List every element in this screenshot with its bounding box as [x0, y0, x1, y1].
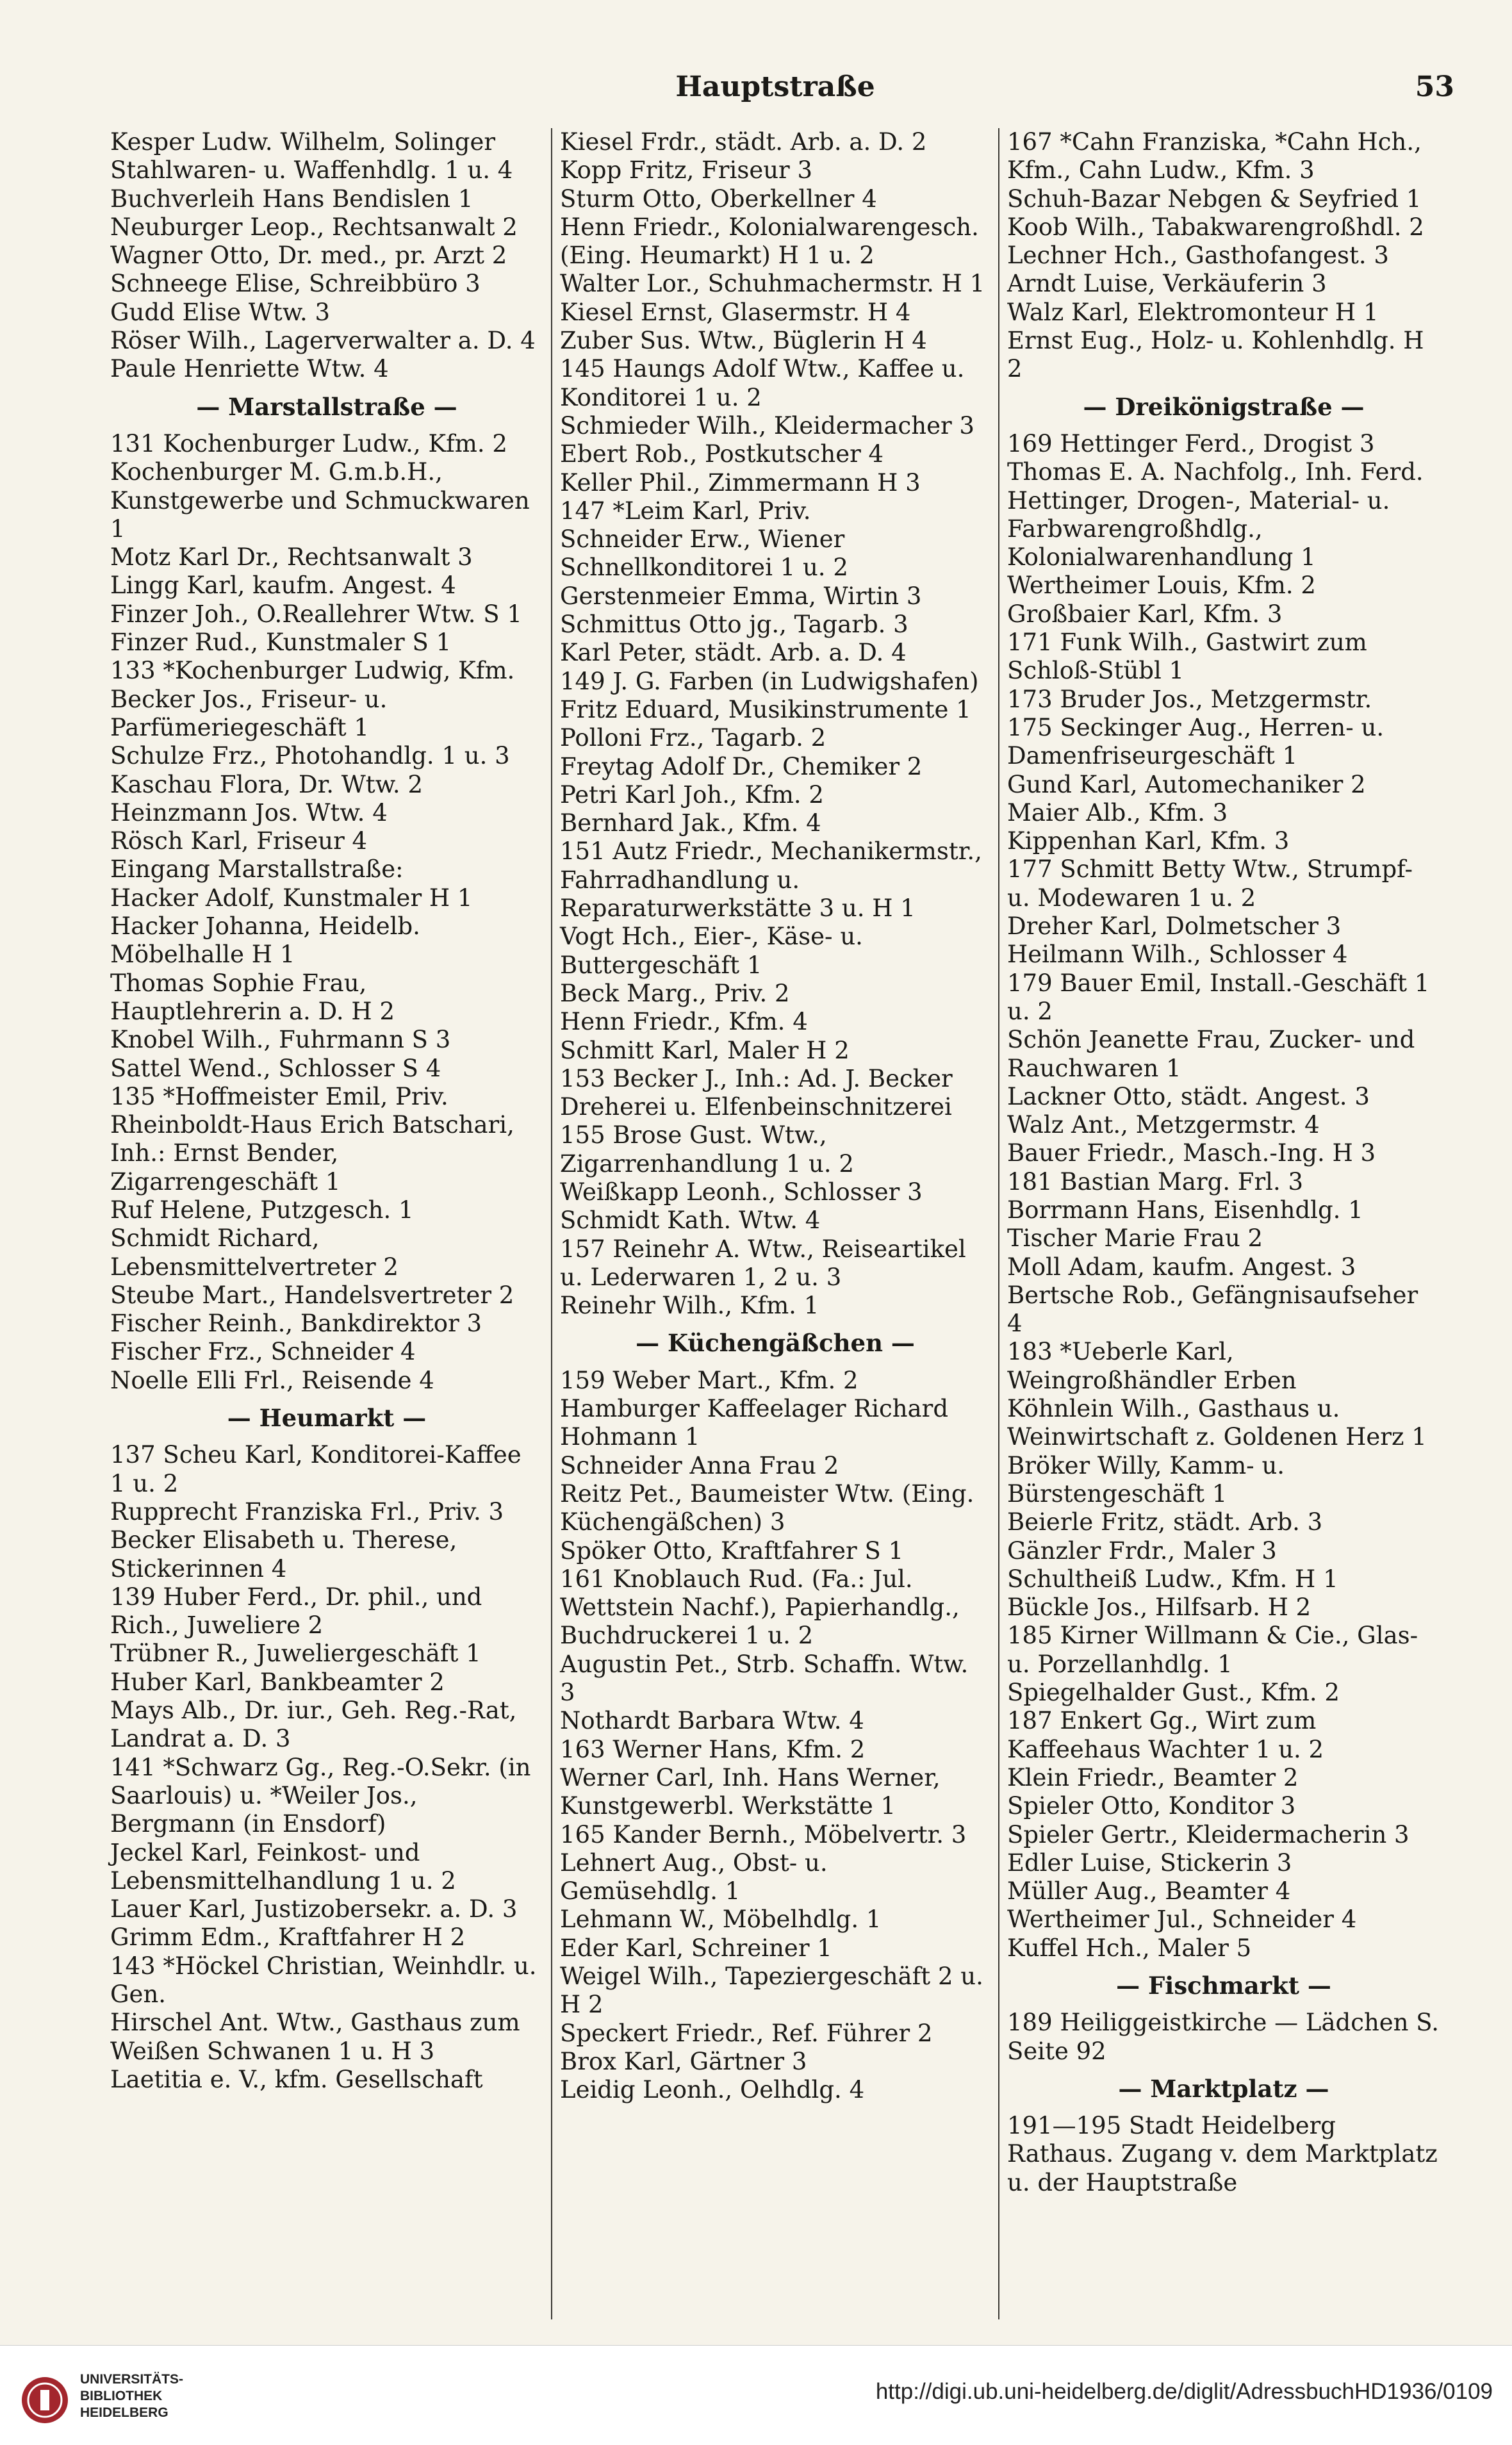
directory-entry: Becker Jos., Friseur- u. Parfümeriegeschäft 1 — [110, 685, 388, 741]
directory-entry: Wagner Otto, Dr. med., pr. Arzt 2 — [110, 242, 507, 270]
directory-entry: 155 Brose Gust. Wtw., Zigarrenhandlung 1 u. 2 — [560, 1121, 854, 1178]
directory-entry: 157 Reinehr A. Wtw., Reiseartikel u. Lederwaren 1, 2 u. 3 — [560, 1235, 966, 1291]
directory-entry: Henn Friedr., Kolonialwarengesch. (Eing. Heumarkt) H 1 u. 2 — [560, 213, 979, 270]
directory-entry: Walter Lor., Schuhmachermstr. H 1 — [560, 270, 985, 298]
directory-entry: Schuh-Bazar Nebgen & Seyfried 1 — [1007, 185, 1422, 213]
directory-entry: Kippenhan Karl, Kfm. 3 — [1007, 827, 1290, 855]
directory-entry: Rösch Karl, Friseur 4 — [110, 827, 368, 855]
directory-entry: 163 Werner Hans, Kfm. 2 — [560, 1735, 866, 1763]
directory-entry: Bröker Willy, Kamm- u. Bürstengeschäft 1 — [1007, 1451, 1285, 1508]
directory-entry: Grimm Edm., Kraftfahrer H 2 — [110, 1923, 466, 1952]
column-right — [999, 128, 1448, 2319]
directory-entry: Ebert Rob., Postkutscher 4 — [560, 440, 884, 468]
directory-entry: Wertheimer Jul., Schneider 4 — [1007, 1906, 1357, 1934]
directory-entry: Gund Karl, Automechaniker 2 — [1007, 770, 1366, 798]
directory-entry: Walz Karl, Elektromonteur H 1 — [1007, 298, 1379, 326]
directory-entry: Kopp Fritz, Friseur 3 — [560, 156, 813, 185]
directory-entry: Paule Henriette Wtw. 4 — [110, 355, 389, 383]
directory-entry: Sturm Otto, Oberkellner 4 — [560, 185, 877, 213]
directory-entry: Bertsche Rob., Gefängnisaufseher 4 — [1007, 1281, 1418, 1338]
directory-entry: Buchverleih Hans Bendislen 1 — [110, 185, 473, 213]
column-left — [103, 128, 551, 2319]
directory-entry: Zuber Sus. Wtw., Büglerin H 4 — [560, 327, 927, 355]
directory-entry: Freytag Adolf Dr., Chemiker 2 — [560, 752, 923, 780]
directory-entry: Kesper Ludw. Wilhelm, Solinger Stahlwaren- u. Waffenhdlg. 1 u. 4 — [110, 128, 513, 185]
directory-entry: Becker Elisabeth u. Therese, Stickerinnen 4 — [110, 1526, 457, 1583]
directory-entry: 179 Bauer Emil, Install.-Geschäft 1 u. 2 — [1007, 969, 1430, 1025]
directory-entry: Werner Carl, Inh. Hans Werner, Kunstgewerbl. Werkstätte 1 — [560, 1763, 941, 1820]
directory-entry: Köhnlein Wilh., Gasthaus u. Weinwirtschaft z. Goldenen Herz 1 — [1007, 1395, 1427, 1451]
directory-entry: Eingang Marstallstraße: — [110, 855, 404, 884]
directory-entry: Spöker Otto, Kraftfahrer S 1 — [560, 1536, 904, 1565]
page-number: 53 — [1415, 70, 1454, 103]
directory-entry: Jeckel Karl, Feinkost- und Lebensmittelhandlung 1 u. 2 — [110, 1838, 456, 1895]
directory-entry: Bauer Friedr., Masch.-Ing. H 3 — [1007, 1139, 1376, 1167]
directory-entry: 189 Heiliggeistkirche — Lädchen S. Seite 92 — [1007, 2009, 1440, 2065]
section-heading: — Küchengäßchen — — [636, 1329, 915, 1358]
directory-entry: Nothardt Barbara Wtw. 4 — [560, 1707, 864, 1735]
directory-entry: 181 Bastian Marg. Frl. 3 — [1007, 1167, 1304, 1196]
directory-entry: 167 *Cahn Franziska, *Cahn Hch., Kfm., Cahn Ludw., Kfm. 3 — [1007, 128, 1422, 185]
directory-entry: Keller Phil., Zimmermann H 3 — [560, 468, 921, 497]
directory-entry: Rupprecht Franziska Frl., Priv. 3 — [110, 1497, 504, 1526]
directory-entry: Heilmann Wilh., Schlosser 4 — [1007, 941, 1348, 969]
directory-entry: Heinzmann Jos. Wtw. 4 — [110, 798, 388, 827]
directory-entry: 137 Scheu Karl, Konditorei-Kaffee 1 u. 2 — [110, 1441, 522, 1497]
directory-entry: Schneider Anna Frau 2 — [560, 1451, 839, 1479]
directory-entry: 147 *Leim Karl, Priv. — [560, 497, 811, 525]
directory-entry: Thomas Sophie Frau, Hauptlehrerin a. D. H 2 — [110, 969, 395, 1025]
directory-entry: 185 Kirner Willmann & Cie., Glas- u. Porzellanhdlg. 1 — [1007, 1622, 1418, 1678]
directory-entry: Eder Karl, Schreiner 1 — [560, 1934, 832, 1962]
page-header — [96, 64, 1454, 109]
directory-entry: Fritz Eduard, Musikinstrumente 1 — [560, 695, 971, 723]
directory-entry: Spieler Gertr., Kleidermacherin 3 — [1007, 1820, 1409, 1848]
directory-entry: Kiesel Frdr., städt. Arb. a. D. 2 — [560, 128, 927, 156]
directory-entry: Gänzler Frdr., Maler 3 — [1007, 1536, 1277, 1565]
directory-entry: 153 Becker J., Inh.: Ad. J. Becker Dreherei u. Elfenbeinschnitzerei — [560, 1064, 953, 1121]
directory-entry: Fischer Reinh., Bankdirektor 3 — [110, 1310, 482, 1338]
directory-entry: Gerstenmeier Emma, Wirtin 3 — [560, 582, 922, 610]
directory-entry: Walz Ant., Metzgermstr. 4 — [1007, 1111, 1320, 1139]
directory-entry: 141 *Schwarz Gg., Reg.-O.Sekr. (in Saarlouis) u. *Weiler Jos., Bergmann (in Ensdorf) — [110, 1753, 531, 1838]
directory-entry: Hacker Johanna, Heidelb. Möbelhalle H 1 — [110, 912, 420, 969]
section-heading: — Fischmarkt — — [1116, 1972, 1331, 2000]
directory-entry: Weigel Wilh., Tapeziergeschäft 2 u. H 2 — [560, 1963, 983, 2019]
directory-entry: Lackner Otto, städt. Angest. 3 — [1007, 1082, 1370, 1110]
directory-entry: 175 Seckinger Aug., Herren- u. Damenfriseurgeschäft 1 — [1007, 713, 1385, 770]
directory-entry: Koob Wilh., Tabakwarengroßhdl. 2 — [1007, 213, 1424, 241]
directory-entry: Lingg Karl, kaufm. Angest. 4 — [110, 572, 456, 600]
directory-entry: Großbaier Karl, Kfm. 3 — [1007, 600, 1283, 628]
directory-entry: 149 J. G. Farben (in Ludwigshafen) — [560, 667, 979, 695]
directory-entry: Steube Mart., Handelsvertreter 2 — [110, 1281, 514, 1309]
directory-entry: Polloni Frz., Tagarb. 2 — [560, 724, 826, 752]
directory-columns — [103, 128, 1467, 2319]
directory-entry: Schön Jeanette Frau, Zucker- und Rauchwaren 1 — [1007, 1026, 1415, 1082]
section-heading: — Dreikönigstraße — — [1083, 392, 1365, 421]
directory-entry: Brox Karl, Gärtner 3 — [560, 2047, 807, 2075]
directory-entry: Petri Karl Joh., Kfm. 2 — [560, 780, 824, 809]
directory-entry: Bernhard Jak., Kfm. 4 — [560, 809, 821, 837]
directory-entry: Tischer Marie Frau 2 — [1007, 1224, 1263, 1253]
directory-entry: Schneege Elise, Schreibbüro 3 — [110, 270, 481, 298]
directory-entry: Thomas E. A. Nachfolg., Inh. Ferd. Hettinger, Drogen-, Material- u. Farbwarengroßhdlg., Kolonialwarenhandlung 1 — [1007, 458, 1424, 572]
directory-entry: Hacker Adolf, Kunstmaler H 1 — [110, 884, 473, 912]
directory-entry: Bückle Jos., Hilfsarb. H 2 — [1007, 1593, 1311, 1622]
directory-entry: Schneider Erw., Wiener Schnellkonditorei 1 u. 2 — [560, 525, 848, 582]
directory-entry: Klein Friedr., Beamter 2 — [1007, 1763, 1299, 1791]
directory-entry: Ruf Helene, Putzgesch. 1 — [110, 1196, 414, 1224]
viewer-footer — [0, 2345, 1512, 2445]
directory-entry: 171 Funk Wilh., Gastwirt zum Schloß-Stübl 1 — [1007, 629, 1367, 685]
directory-entry: 143 *Höckel Christian, Weinhdlr. u. Gen. — [110, 1952, 537, 2008]
directory-entry: Finzer Rud., Kunstmaler S 1 — [110, 629, 452, 657]
directory-entry: 173 Bruder Jos., Metzgermstr. — [1007, 685, 1372, 713]
directory-entry: Huber Karl, Bankbeamter 2 — [110, 1668, 445, 1696]
directory-entry: Schmittus Otto jg., Tagarb. 3 — [560, 611, 908, 639]
directory-entry: Kochenburger M. G.m.b.H., Kunstgewerbe und Schmuckwaren 1 — [110, 458, 530, 543]
directory-entry: Lechner Hch., Gasthofangest. 3 — [1007, 242, 1389, 270]
source-url-link[interactable]: http://digi.ub.uni-heidelberg.de/diglit/AdressbuchHD1936/0109 — [875, 2379, 1493, 2404]
directory-entry: Fischer Frz., Schneider 4 — [110, 1338, 416, 1366]
column-middle — [551, 128, 999, 2319]
directory-entry: 191—195 Stadt Heidelberg Rathaus. Zugang v. dem Marktplatz u. der Hauptstraße — [1007, 2112, 1438, 2196]
directory-entry: Laetitia e. V., kfm. Gesellschaft — [110, 2065, 483, 2093]
directory-entry: 151 Autz Friedr., Mechanikermstr., Fahrradhandlung u. Reparaturwerkstätte 3 u. H 1 — [560, 837, 982, 923]
directory-entry: Motz Karl Dr., Rechtsanwalt 3 — [110, 543, 473, 572]
directory-entry: Beierle Fritz, städt. Arb. 3 — [1007, 1508, 1323, 1536]
directory-entry: Schmieder Wilh., Kleidermacher 3 — [560, 411, 974, 440]
directory-entry: 183 *Ueberle Karl, Weingroßhändler Erben — [1007, 1338, 1297, 1394]
directory-entry: Lehmann W., Möbelhdlg. 1 — [560, 1906, 882, 1934]
directory-entry: Vogt Hch., Eier-, Käse- u. Buttergeschäft 1 — [560, 923, 863, 979]
directory-entry: Reitz Pet., Baumeister Wtw. (Eing. Küchengäßchen) 3 — [560, 1479, 974, 1536]
directory-entry: Müller Aug., Beamter 4 — [1007, 1877, 1291, 1906]
directory-entry: 161 Knoblauch Rud. (Fa.: Jul. Wettstein Nachf.), Papierhandlg., Buchdruckerei 1 u. 2 — [560, 1565, 960, 1650]
directory-entry: Röser Wilh., Lagerverwalter a. D. 4 — [110, 327, 536, 355]
directory-entry: Knobel Wilh., Fuhrmann S 3 — [110, 1026, 451, 1054]
directory-entry: Moll Adam, kaufm. Angest. 3 — [1007, 1253, 1356, 1281]
directory-entry: Kiesel Ernst, Glasermstr. H 4 — [560, 298, 911, 326]
directory-entry: Speckert Friedr., Ref. Führer 2 — [560, 2019, 933, 2047]
directory-entry: Wertheimer Louis, Kfm. 2 — [1007, 572, 1316, 600]
directory-entry: Schmidt Kath. Wtw. 4 — [560, 1206, 821, 1235]
directory-entry: Mays Alb., Dr. iur., Geh. Reg.-Rat, Landrat a. D. 3 — [110, 1697, 517, 1753]
directory-entry: Sattel Wend., Schlosser S 4 — [110, 1054, 441, 1082]
directory-entry: 159 Weber Mart., Kfm. 2 — [560, 1366, 859, 1394]
directory-entry: 133 *Kochenburger Ludwig, Kfm. — [110, 657, 515, 685]
directory-entry: Schulze Frz., Photohandlg. 1 u. 3 — [110, 742, 510, 770]
directory-entry: Noelle Elli Frl., Reisende 4 — [110, 1366, 434, 1394]
directory-entry: Weißkapp Leonh., Schlosser 3 — [560, 1178, 923, 1206]
directory-entry: Gudd Elise Wtw. 3 — [110, 298, 331, 326]
directory-entry: Rheinboldt-Haus Erich Batschari, Inh.: Ernst Bender, Zigarrengeschäft 1 — [110, 1111, 514, 1196]
directory-entry: Karl Peter, städt. Arb. a. D. 4 — [560, 639, 907, 667]
directory-entry: 187 Enkert Gg., Wirt zum Kaffeehaus Wachter 1 u. 2 — [1007, 1707, 1324, 1763]
directory-entry: Spieler Otto, Konditor 3 — [1007, 1792, 1296, 1820]
directory-entry: Schultheiß Ludw., Kfm. H 1 — [1007, 1565, 1338, 1593]
directory-entry: Maier Alb., Kfm. 3 — [1007, 798, 1228, 827]
library-name: UNIVERSITÄTS- BIBLIOTHEK HEIDELBERG — [80, 2372, 184, 2420]
directory-entry: Schmitt Karl, Maler H 2 — [560, 1036, 850, 1064]
university-seal-icon — [19, 2375, 70, 2426]
section-heading: — Heumarkt — — [227, 1404, 427, 1433]
directory-entry: 145 Haungs Adolf Wtw., Kaffee u. Konditorei 1 u. 2 — [560, 355, 965, 411]
directory-entry: Lehnert Aug., Obst- u. Gemüsehdlg. 1 — [560, 1848, 828, 1906]
directory-entry: Borrmann Hans, Eisenhdlg. 1 — [1007, 1196, 1363, 1224]
directory-entry: Edler Luise, Stickerin 3 — [1007, 1848, 1292, 1877]
section-heading: — Marstallstraße — — [196, 392, 457, 421]
directory-entry: Leidig Leonh., Oelhdlg. 4 — [560, 2076, 865, 2104]
directory-entry: Augustin Pet., Strb. Schaffn. Wtw. 3 — [560, 1650, 969, 1707]
section-heading: — Marktplatz — — [1118, 2074, 1329, 2103]
library-logo[interactable] — [19, 2371, 231, 2435]
directory-entry: 177 Schmitt Betty Wtw., Strumpf- u. Modewaren 1 u. 2 — [1007, 855, 1413, 912]
directory-entry: Neuburger Leop., Rechtsanwalt 2 — [110, 213, 518, 241]
page-title: Hauptstraße — [675, 70, 875, 103]
directory-entry: Hirschel Ant. Wtw., Gasthaus zum Weißen Schwanen 1 u. H 3 — [110, 2009, 520, 2065]
directory-entry: Spiegelhalder Gust., Kfm. 2 — [1007, 1679, 1340, 1707]
directory-entry: Henn Friedr., Kfm. 4 — [560, 1008, 808, 1036]
directory-entry: Lauer Karl, Justizobersekr. a. D. 3 — [110, 1895, 518, 1923]
directory-entry: Kuffel Hch., Maler 5 — [1007, 1934, 1252, 1962]
directory-entry: Trübner R., Juweliergeschäft 1 — [110, 1640, 481, 1668]
directory-entry: Hamburger Kaffeelager Richard Hohmann 1 — [560, 1395, 949, 1451]
directory-entry: 169 Hettinger Ferd., Drogist 3 — [1007, 429, 1375, 457]
directory-entry: Dreher Karl, Dolmetscher 3 — [1007, 912, 1342, 941]
directory-entry: Finzer Joh., O.Reallehrer Wtw. S 1 — [110, 600, 522, 628]
directory-entry: 131 Kochenburger Ludw., Kfm. 2 — [110, 429, 507, 457]
directory-entry: Reinehr Wilh., Kfm. 1 — [560, 1292, 819, 1320]
directory-entry: Schmidt Richard, Lebensmittelvertreter 2 — [110, 1224, 399, 1281]
directory-entry: Kaschau Flora, Dr. Wtw. 2 — [110, 770, 423, 798]
directory-entry: Beck Marg., Priv. 2 — [560, 979, 790, 1007]
directory-entry: 135 *Hoffmeister Emil, Priv. — [110, 1082, 448, 1110]
directory-entry: 139 Huber Ferd., Dr. phil., und Rich., Juweliere 2 — [110, 1583, 482, 1640]
directory-entry: Arndt Luise, Verkäuferin 3 — [1007, 270, 1327, 298]
directory-entry: 165 Kander Bernh., Möbelvertr. 3 — [560, 1820, 967, 1848]
directory-entry: Ernst Eug., Holz- u. Kohlenhdlg. H 2 — [1007, 327, 1424, 383]
